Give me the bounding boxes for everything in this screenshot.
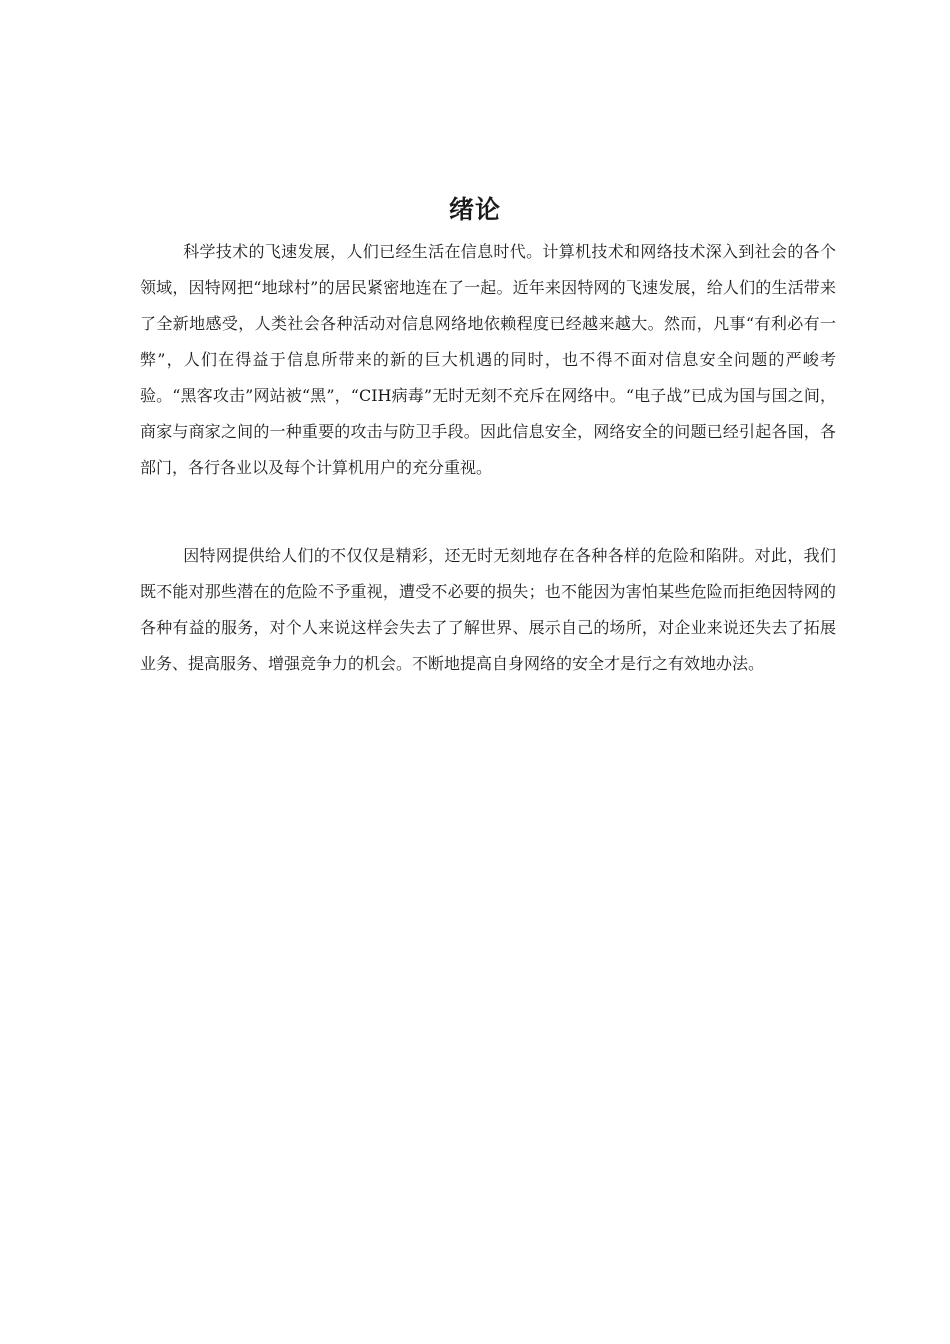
body-paragraph-2: 因特网提供给人们的不仅仅是精彩，还无时无刻地存在各种各样的危险和陷阱。对此，我们既不能对那些潜在的危险不予重视，遭受不必要的损失；也不能因为害怕某些危险而拒绝因特网的各种有益的服务，对个人来说这样会失去了了解世界、展示自己的场所，对企业来说还失去了拓展业务、提高服务、增强竞争力的机会。不断地提高自身网络的安全才是行之有效地办法。 [140, 546, 836, 673]
body-paragraph-1: 科学技术的飞速发展，人们已经生活在信息时代。计算机技术和网络技术深入到社会的各个领域，因特网把“地球村”的居民紧密地连在了一起。近年来因特网的飞速发展，给人们的生活带来了全新地感受，人类社会各种活动对信息网络地依赖程度已经越来越大。然而，凡事“有利必有一弊”，人们在得益于信息所带来的新的巨大机遇的同时，也不得不面对信息安全问题的严峻考验。“黑客攻击”网站被“黑”，“CIH病毒”无时无刻不充斥在网络中。“电子战”已成为国与国之间，商家与商家之间的一种重要的攻击与防卫手段。因此信息安全，网络安全的问题已经引起各国，各部门，各行各业以及每个计算机用户的充分重视。 [140, 242, 836, 477]
document-title: 绪论 [448, 195, 501, 224]
